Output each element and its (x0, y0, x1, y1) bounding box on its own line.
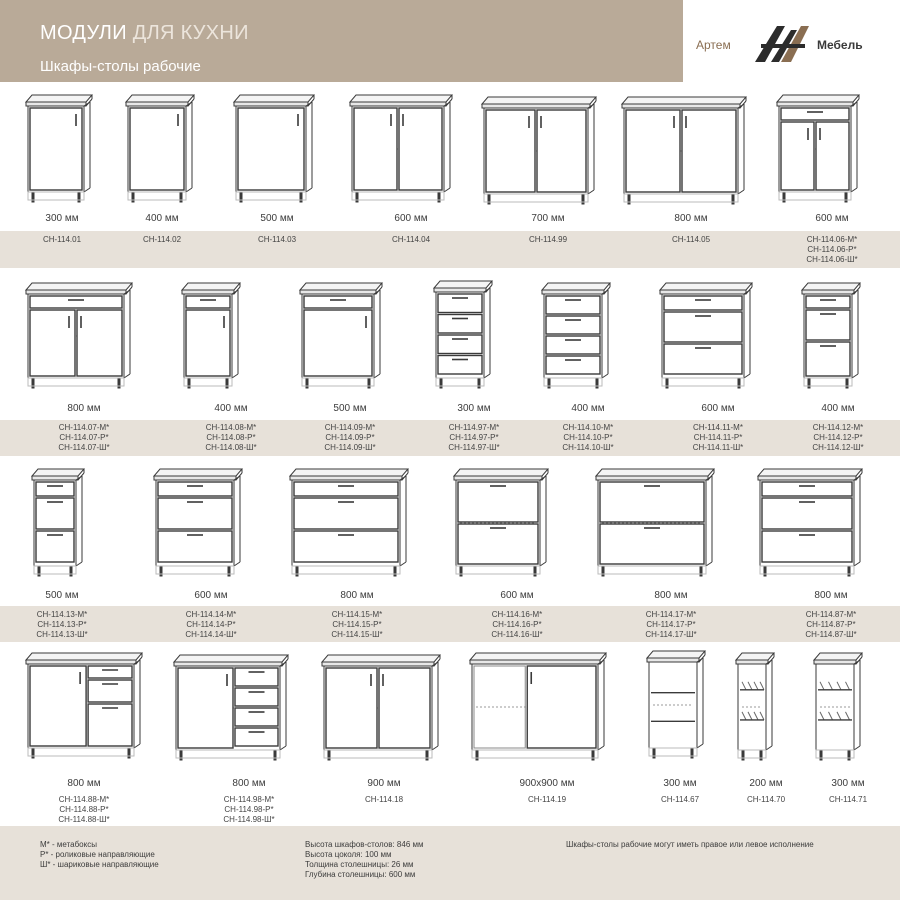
module-codes (307, 610, 407, 640)
title-rest: ДЛЯ КУХНИ (126, 22, 249, 44)
cabinet-drawing (432, 278, 494, 390)
cabinet-drawing (645, 648, 707, 760)
module-code: СН-114.19 (527, 795, 567, 804)
module-code: СН-114.87-М* (805, 610, 857, 619)
module-code: СН-114.01 (42, 235, 82, 244)
module-size: 600 мм (394, 213, 428, 224)
module-code: СН-114.87-Ш* (805, 630, 857, 639)
module-code: СН-114.12-Ш* (812, 443, 864, 452)
cabinet-drawing (812, 650, 864, 762)
cabinet-drawing (288, 466, 410, 578)
module-code: СН-114.05 (671, 235, 711, 244)
module-codes (424, 423, 524, 453)
module-codes (621, 610, 721, 640)
module-size: 500 мм (333, 403, 367, 414)
module-code: СН-114.02 (142, 235, 182, 244)
module-code: СН-114.88-М* (58, 795, 110, 804)
module-size: 800 мм (67, 778, 101, 789)
cabinet-drawing (30, 466, 86, 578)
module-code: СН-114.09-Ш* (324, 443, 376, 452)
module-codes (641, 235, 741, 245)
module-codes (112, 235, 212, 245)
module-code: СН-114.09-М* (324, 423, 376, 432)
cabinet-drawing (775, 92, 861, 204)
module-code: СН-114.97-Р* (449, 433, 499, 442)
module-size: 400 мм (214, 403, 248, 414)
module-size: 400 мм (821, 403, 855, 414)
module-code: СН-114.12-М* (812, 423, 864, 432)
module-code: СН-114.67 (660, 795, 700, 804)
module-codes (782, 235, 882, 265)
module-codes (12, 235, 112, 245)
module-size: 800 мм (654, 590, 688, 601)
module-size: 500 мм (45, 590, 79, 601)
module-code: СН-114.70 (746, 795, 786, 804)
module-code: СН-114.16-М* (491, 610, 543, 619)
module-code: СН-114.11-М* (693, 423, 743, 432)
module-size: 300 мм (663, 778, 697, 789)
page-title (40, 22, 249, 45)
legend-item: Р* - роликовые направляющие (40, 850, 155, 859)
cabinet-drawing (348, 92, 454, 204)
module-codes (161, 610, 261, 640)
cabinet-drawing (734, 650, 776, 762)
logo-word-left: Артем (696, 38, 731, 52)
module-code: СН-114.06-Р* (807, 245, 857, 254)
module-code: СН-114.88-Ш* (58, 815, 110, 824)
module-code: СН-114.99 (528, 235, 568, 244)
module-code: СН-114.98-Ш* (223, 815, 275, 824)
module-codes (781, 610, 881, 640)
module-size: 700 мм (531, 213, 565, 224)
cabinet-drawing (468, 650, 608, 762)
logo-word-right: Мебель (817, 38, 863, 52)
legend-item: М* - метабоксы (40, 840, 97, 849)
spec-item: Высота цоколя: 100 мм (305, 850, 392, 859)
module-code: СН-114.04 (391, 235, 431, 244)
module-code: СН-114.15-Р* (332, 620, 382, 629)
module-code: СН-114.07-Ш* (58, 443, 110, 452)
cabinet-drawing (480, 94, 598, 206)
cabinet-drawing (180, 280, 242, 390)
module-code: СН-114.88-Р* (59, 805, 109, 814)
cabinet-drawing (756, 466, 864, 578)
module-code: СН-114.03 (257, 235, 297, 244)
module-code: СН-114.10-Ш* (562, 443, 614, 452)
cabinet-drawing (620, 94, 748, 206)
module-code: СН-114.06-Ш* (806, 255, 858, 264)
module-code: СН-114.06-М* (806, 235, 858, 244)
legend-item: Ш* - шариковые направляющие (40, 860, 159, 869)
module-codes (34, 423, 134, 453)
cabinet-drawing (320, 652, 442, 762)
module-code: СН-114.07-М* (58, 423, 110, 432)
module-codes (630, 795, 730, 805)
page-subtitle: Шкафы-столы рабочие (40, 58, 201, 75)
module-code: СН-114.08-Р* (206, 433, 256, 442)
title-main: МОДУЛИ (40, 22, 127, 44)
module-codes (34, 795, 134, 825)
module-codes (497, 795, 597, 805)
module-size: 200 мм (749, 778, 783, 789)
module-size: 800 мм (674, 213, 708, 224)
module-code: СН-114.13-М* (36, 610, 88, 619)
module-size: 400 мм (571, 403, 605, 414)
module-code: СН-114.12-Р* (813, 433, 863, 442)
cabinet-drawing (658, 280, 754, 390)
module-codes (300, 423, 400, 453)
module-codes (798, 795, 898, 805)
handedness-note: Шкафы-столы рабочие могут иметь правое или левое исполнение (566, 840, 814, 849)
module-codes (668, 423, 768, 453)
module-code: СН-114.10-М* (562, 423, 614, 432)
spec-item: Высота шкафов-столов: 846 мм (305, 840, 424, 849)
module-code: СН-114.16-Р* (492, 620, 542, 629)
cabinet-drawing (800, 280, 862, 390)
module-size: 600 мм (815, 213, 849, 224)
cabinet-drawing (24, 280, 134, 390)
module-code: СН-114.98-Р* (224, 805, 274, 814)
cabinet-drawing (124, 92, 196, 204)
cabinet-drawing (298, 280, 384, 390)
module-code: СН-114.07-Р* (59, 433, 109, 442)
legend-list (40, 840, 159, 870)
module-codes (227, 235, 327, 245)
logo-mark-icon (751, 22, 815, 64)
module-codes (199, 795, 299, 825)
module-code: СН-114.97-Ш* (448, 443, 500, 452)
module-size: 300 мм (457, 403, 491, 414)
module-codes (788, 423, 888, 453)
module-codes (467, 610, 567, 640)
module-code: СН-114.71 (828, 795, 868, 804)
module-code: СН-114.17-Р* (646, 620, 696, 629)
cabinet-drawing (594, 466, 716, 578)
module-code: СН-114.15-Ш* (331, 630, 383, 639)
module-code: СН-114.11-Р* (693, 433, 743, 442)
module-size: 900х900 мм (519, 778, 575, 789)
cabinet-drawing (172, 652, 290, 762)
module-code: СН-114.13-Ш* (36, 630, 88, 639)
module-code: СН-114.10-Р* (563, 433, 613, 442)
brand-logo (683, 0, 900, 82)
caption-band-row-3 (0, 606, 900, 642)
cabinet-drawing (24, 650, 144, 760)
module-code: СН-114.15-М* (331, 610, 383, 619)
cabinet-drawing (452, 466, 550, 578)
module-codes (334, 795, 434, 805)
module-codes (12, 610, 112, 640)
module-code: СН-114.17-Ш* (645, 630, 697, 639)
cabinet-drawing (232, 92, 316, 204)
module-codes (181, 423, 281, 453)
module-code: СН-114.14-М* (185, 610, 237, 619)
module-codes (498, 235, 598, 245)
cabinet-drawing (152, 466, 244, 578)
module-size: 800 мм (814, 590, 848, 601)
module-size: 800 мм (340, 590, 374, 601)
spec-item: Глубина столешницы: 600 мм (305, 870, 416, 879)
module-size: 800 мм (232, 778, 266, 789)
module-size: 600 мм (500, 590, 534, 601)
cabinet-drawing (540, 280, 612, 390)
module-code: СН-114.16-Ш* (491, 630, 543, 639)
module-code: СН-114.11-Ш* (692, 443, 744, 452)
module-size: 300 мм (45, 213, 79, 224)
module-code: СН-114.18 (364, 795, 404, 804)
module-code: СН-114.08-М* (205, 423, 257, 432)
module-code: СН-114.14-Р* (186, 620, 236, 629)
specs-list (305, 840, 424, 880)
module-code: СН-114.87-Р* (806, 620, 856, 629)
module-size: 600 мм (194, 590, 228, 601)
module-code: СН-114.17-М* (645, 610, 697, 619)
module-size: 900 мм (367, 778, 401, 789)
module-codes (538, 423, 638, 453)
module-code: СН-114.98-М* (223, 795, 275, 804)
module-size: 300 мм (831, 778, 865, 789)
module-code: СН-114.08-Ш* (205, 443, 257, 452)
module-code: СН-114.14-Ш* (185, 630, 237, 639)
cabinet-drawing (24, 92, 94, 204)
module-size: 400 мм (145, 213, 179, 224)
module-code: СН-114.13-Р* (37, 620, 87, 629)
module-codes (361, 235, 461, 245)
module-code: СН-114.09-Р* (325, 433, 375, 442)
module-size: 600 мм (701, 403, 735, 414)
module-size: 800 мм (67, 403, 101, 414)
module-size: 500 мм (260, 213, 294, 224)
footer-notes (0, 826, 900, 900)
module-code: СН-114.97-М* (448, 423, 500, 432)
spec-item: Толщина столешницы: 26 мм (305, 860, 414, 869)
